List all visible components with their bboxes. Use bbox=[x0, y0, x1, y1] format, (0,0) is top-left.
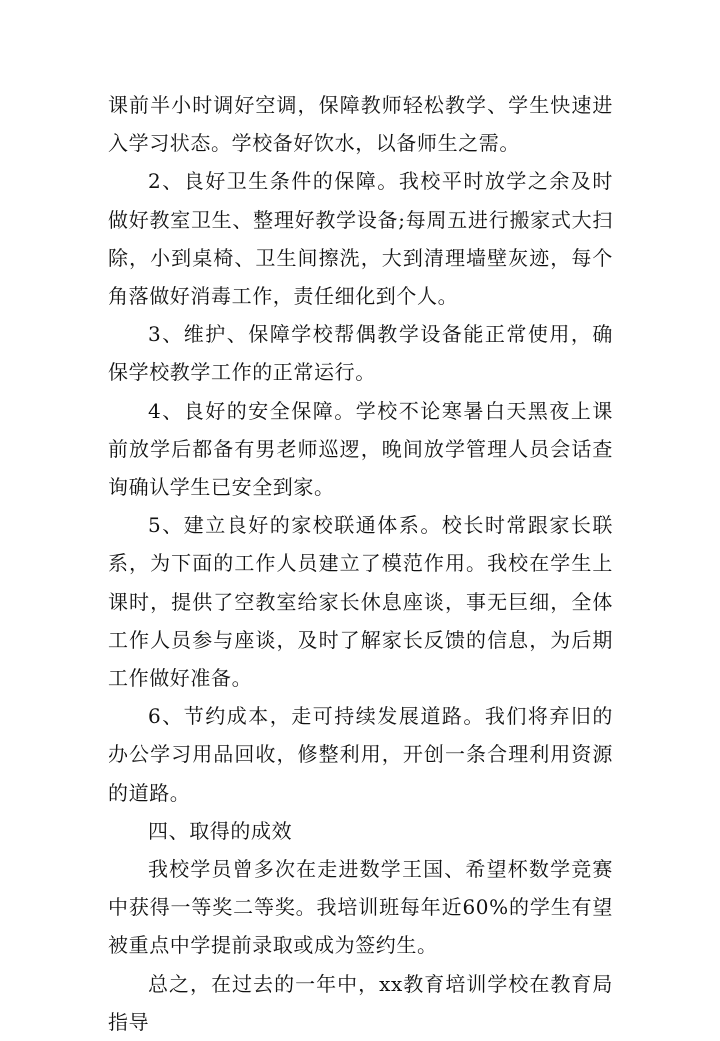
paragraph-safety: 4、良好的安全保障。学校不论寒暑白天黑夜上课前放学后都备有男老师巡逻，晚间放学管理人员会话查询确认学生已安全到家。 bbox=[108, 398, 613, 500]
paragraph-aircon-water: 课前半小时调好空调，保障教师轻松教学、学生快速进入学习状态。学校备好饮水，以备师生之需。 bbox=[108, 93, 613, 156]
paragraph-home-school: 5、建立良好的家校联通体系。校长时常跟家长联系，为下面的工作人员建立了模范作用。我校在学生上课时，提供了空教室给家长休息座谈，事无巨细，全体工作人员参与座谈，及时了解家长反馈的信息，为后期工作做好准备。 bbox=[108, 513, 613, 691]
document-body bbox=[108, 86, 613, 1041]
paragraph-equipment: 3、维护、保障学校帮偶教学设备能正常使用，确保学校教学工作的正常运行。 bbox=[108, 322, 613, 385]
paragraph-hygiene: 2、良好卫生条件的保障。我校平时放学之余及时做好教室卫生、整理好教学设备;每周五进行搬家式大扫除，小到桌椅、卫生间擦洗，大到清理墙壁灰迹，每个角落做好消毒工作，责任细化到个人。 bbox=[108, 169, 613, 309]
paragraph-cost-saving: 6、节约成本，走可持续发展道路。我们将弃旧的办公学习用品回收，修整利用，开创一条合理利用资源的道路。 bbox=[108, 704, 613, 805]
section-heading-achievements: 四、取得的成效 bbox=[148, 818, 293, 843]
paragraph-summary: 总之，在过去的一年中，xx教育培训学校在教育局指导 bbox=[108, 971, 613, 1034]
paragraph-achievements: 我校学员曾多次在走进数学王国、希望杯数学竞赛中获得一等奖二等奖。我培训班每年近60%的学生有望被重点中学提前录取或成为签约生。 bbox=[108, 857, 613, 958]
